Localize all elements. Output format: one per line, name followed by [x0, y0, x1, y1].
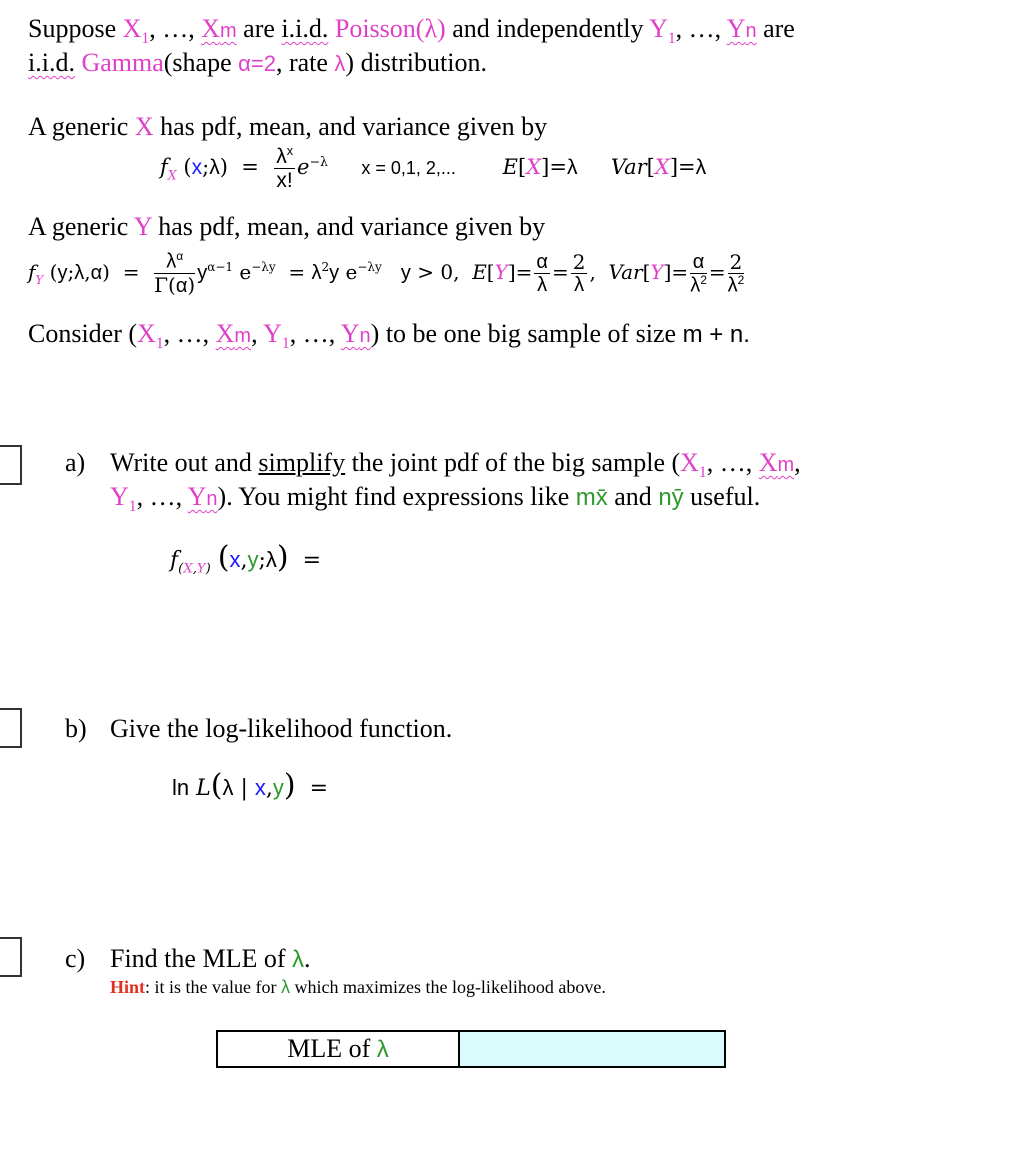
simplify-text: simplify [258, 448, 346, 477]
intro-are-2: are [756, 14, 795, 43]
mle-answer-cell[interactable] [459, 1031, 725, 1067]
sample-size: m + n. [682, 321, 750, 348]
part-b-text: Give the log-likelihood function. [110, 714, 453, 743]
intro-are: are [236, 14, 282, 43]
formula-y: $f_Y$ (y;λ,α) = $\frac{\lambda^\alpha}{\Gamma(\alpha)}$ $y^{\alpha-1}$ $e^{-\lambda y} = \lambda^2y$ $e^{-\lambda y}$ y > 0, E[Y]= $\frac{\alpha}{\lambda}$ = $\frac{2}{\lambda}$ , Var[Y]= $\frac{\alpha}{\lambda^2}$ = $\frac{2}{\lambda^2}$ [28, 249, 745, 297]
hint-label: Hint [110, 977, 146, 997]
mle-label-cell: MLE of λ [217, 1031, 459, 1067]
part-c-checkbox[interactable] [0, 937, 22, 977]
rate-text: , rate [275, 48, 335, 77]
iid-text-2: i.i.d. [28, 48, 75, 77]
intro-dots-2: , …, [675, 14, 727, 43]
iid-text: i.i.d. [281, 14, 329, 43]
distribution-text: ) distribution. [345, 48, 487, 77]
lambda-symbol-c: λ [292, 946, 304, 973]
log-likelihood-formula: ln L(λ | x,y) = [172, 768, 328, 803]
part-c-text: Find the MLE of λ. [110, 944, 311, 973]
part-a-line-2: $Y_1$, …, Yn). You might find expressions like mx̄ and nȳ useful. [110, 482, 761, 516]
x1-symbol: $X_1$ [122, 14, 150, 48]
mle-table [216, 1030, 726, 1068]
y-symbol: Y [133, 212, 152, 241]
part-b-checkbox[interactable] [0, 708, 22, 748]
intro-line-1 [28, 14, 795, 48]
alpha-value: α=2 [238, 51, 276, 76]
x-symbol: X [134, 112, 154, 141]
shape-text: (shape [163, 48, 239, 77]
hint-line: Hint: it is the value for λ which maximizes the log-likelihood above. [110, 977, 606, 997]
intro-line-2 [28, 48, 487, 78]
gamma-text: Gamma [81, 48, 164, 77]
y1-symbol: $Y_1$ [649, 14, 676, 48]
part-a-line-1: Write out and simplify the joint pdf of the big sample ($X_1$, …, Xm, [110, 448, 801, 482]
intro-text: Suppose [28, 14, 123, 43]
lambda-symbol: λ [334, 51, 346, 76]
mxbar-symbol: mx̄ [575, 484, 608, 511]
generic-x-line: A generic X has pdf, mean, and variance given by [28, 112, 548, 141]
yn-symbol: Yn [726, 14, 757, 43]
consider-line: Consider ($X_1$, …, Xm, $Y_1$, …, Yn) to be one big sample of size m + n. [28, 319, 750, 353]
part-b-label: b) [65, 714, 87, 743]
generic-y-line: A generic Y has pdf, mean, and variance given by [28, 212, 546, 241]
poisson-text: Poisson(λ) [334, 14, 446, 43]
nybar-symbol: nȳ [658, 484, 684, 511]
intro-text-b: and independently [445, 14, 650, 43]
part-a-checkbox[interactable] [0, 445, 22, 485]
part-c-label: c) [65, 944, 86, 973]
intro-dots: , …, [149, 14, 202, 43]
xm-symbol: Xm [201, 14, 237, 43]
joint-pdf-formula: $f_{(X,Y)}$ (x,y;λ) = [170, 540, 322, 577]
part-a-label: a) [65, 448, 86, 477]
formula-x: $f_X$ (x;λ) = $\frac{\lambda^x}{x!}$ $e^{-\lambda}$ x = 0,1, 2,... E[X]=λ Var[X]=λ [160, 144, 707, 193]
